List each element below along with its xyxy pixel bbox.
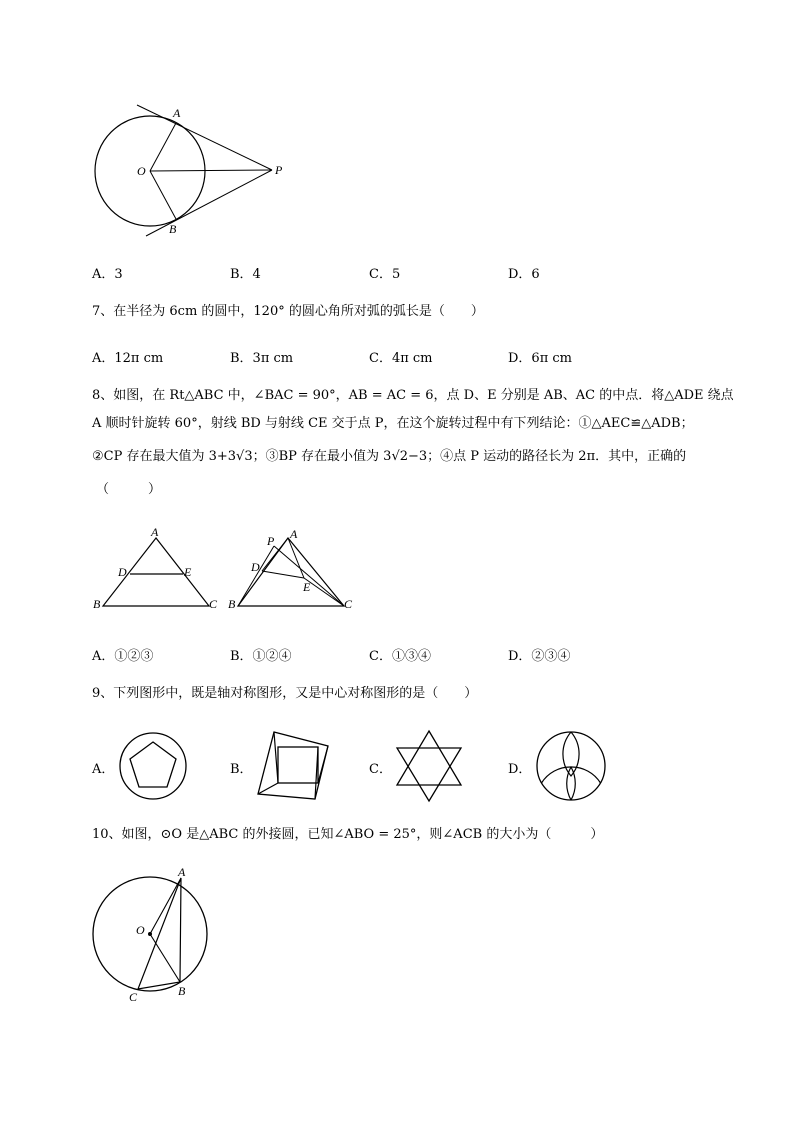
q9-option-a-figure[interactable] (115, 728, 191, 804)
q10-label-b: B (178, 984, 186, 998)
q8-fig2-label-p: P (267, 534, 275, 548)
q10-segment-ob (150, 934, 180, 982)
q8-fig2-segment-ae (288, 538, 304, 578)
q6-option-d[interactable]: D．6 (508, 267, 540, 282)
q6-segment-op (150, 170, 272, 171)
q8-fig2-ray-cp (274, 546, 344, 606)
q8-fig1-label-e: E (184, 565, 192, 579)
q9-d-petal-left (542, 767, 576, 800)
q6-tangent-pb (146, 170, 272, 236)
q8-fig2-ray-bp (238, 546, 274, 606)
q6-option-b[interactable]: B．4 (230, 267, 261, 282)
q6-label-a: A (173, 106, 181, 120)
q9-stem: 9、下列图形中，既是轴对称图形，又是中心对称图形的是（ ） (92, 686, 478, 701)
q9-option-c[interactable]: C． (369, 762, 392, 777)
q9-option-c-figure[interactable] (392, 728, 466, 804)
q8-option-d[interactable]: D．②③④ (508, 649, 571, 664)
q9-option-d[interactable]: D． (508, 762, 532, 777)
q9-d-petal-top (563, 732, 579, 776)
q8-figure-1 (88, 524, 223, 619)
q6-label-o: O (137, 164, 146, 178)
q7-stem: 7、在半径为 6cm 的圆中，120° 的圆心角所对弧的弧长是（ ） (92, 304, 484, 319)
q7-option-a[interactable]: A．12π cm (92, 351, 164, 366)
q9-option-a[interactable]: A． (92, 762, 115, 777)
q8-option-b[interactable]: B．①②④ (230, 649, 292, 664)
q10-label-c: C (129, 990, 138, 1004)
q7-option-b[interactable]: B．3π cm (230, 351, 294, 366)
q10-figure (86, 866, 216, 1006)
q10-label-o: O (136, 923, 145, 937)
q8-fig2-label-b: B (228, 597, 236, 611)
q8-fig1-label-c: C (209, 597, 218, 611)
q9-b-line-4 (318, 746, 328, 783)
q7-option-d[interactable]: D．6π cm (508, 351, 572, 366)
q7-option-c[interactable]: C．4π cm (369, 351, 433, 366)
q9-option-d-figure[interactable] (532, 727, 610, 805)
q9-c-triangle-down (397, 748, 461, 801)
q8-option-a[interactable]: A．①②③ (92, 649, 154, 664)
q10-center-point (148, 932, 152, 936)
q6-label-p: P (275, 163, 283, 177)
q10-segment-oa (150, 878, 181, 934)
q8-fig1-label-d: D (118, 565, 127, 579)
q8-stem-line1: 8、如图，在 Rt△ABC 中，∠BAC = 90°，AB = AC = 6，点 D、E 分别是 AB、AC 的中点．将△ADE 绕点 (92, 388, 734, 403)
q8-fig1-label-b: B (93, 597, 101, 611)
q10-label-a: A (178, 866, 186, 879)
q9-d-outer-circle (537, 732, 605, 800)
q9-a-circle (120, 733, 186, 799)
q8-figure-2 (226, 524, 356, 619)
q8-fig2-label-e: E (303, 580, 311, 594)
q6-segment-ob (150, 171, 176, 219)
q8-fig2-segment-de (262, 571, 304, 578)
q9-c-triangle-up (397, 731, 461, 785)
q8-stem-line2: A 顺时针旋转 60°，射线 BD 与射线 CE 交于点 P，在这个旋转过程中有下列结论：①△AEC≌△ADB； (92, 416, 694, 431)
q9-option-b-figure[interactable] (252, 728, 332, 804)
q6-option-c[interactable]: C．5 (369, 267, 401, 282)
q9-d-petal-right (567, 767, 601, 800)
q8-fig1-label-a: A (151, 525, 159, 539)
q8-option-c[interactable]: C．①③④ (369, 649, 431, 664)
q6-label-b: B (169, 222, 177, 236)
q6-figure (80, 95, 300, 245)
q8-stem-line3: ②CP 存在最大值为 3+3√3；③BP 存在最小值为 3√2−3；④点 P 运动的路径长为 2π．其中，正确的 (92, 449, 687, 464)
q8-fig2-label-d: D (251, 560, 260, 574)
q8-stem-line4: （ ） (96, 482, 162, 497)
q9-option-b[interactable]: B． (230, 762, 253, 777)
q10-stem: 10、如图，⊙O 是△ABC 的外接圆，已知∠ABO = 25°，则∠ACB 的大小为（ ） (92, 827, 604, 842)
q9-b-inner-square (278, 747, 318, 783)
q9-a-pentagon (130, 742, 176, 787)
q6-option-a[interactable]: A．3 (92, 267, 123, 282)
q8-fig2-label-c: C (344, 597, 353, 611)
q6-segment-oa (150, 123, 176, 171)
q8-fig2-label-a: A (290, 527, 298, 541)
